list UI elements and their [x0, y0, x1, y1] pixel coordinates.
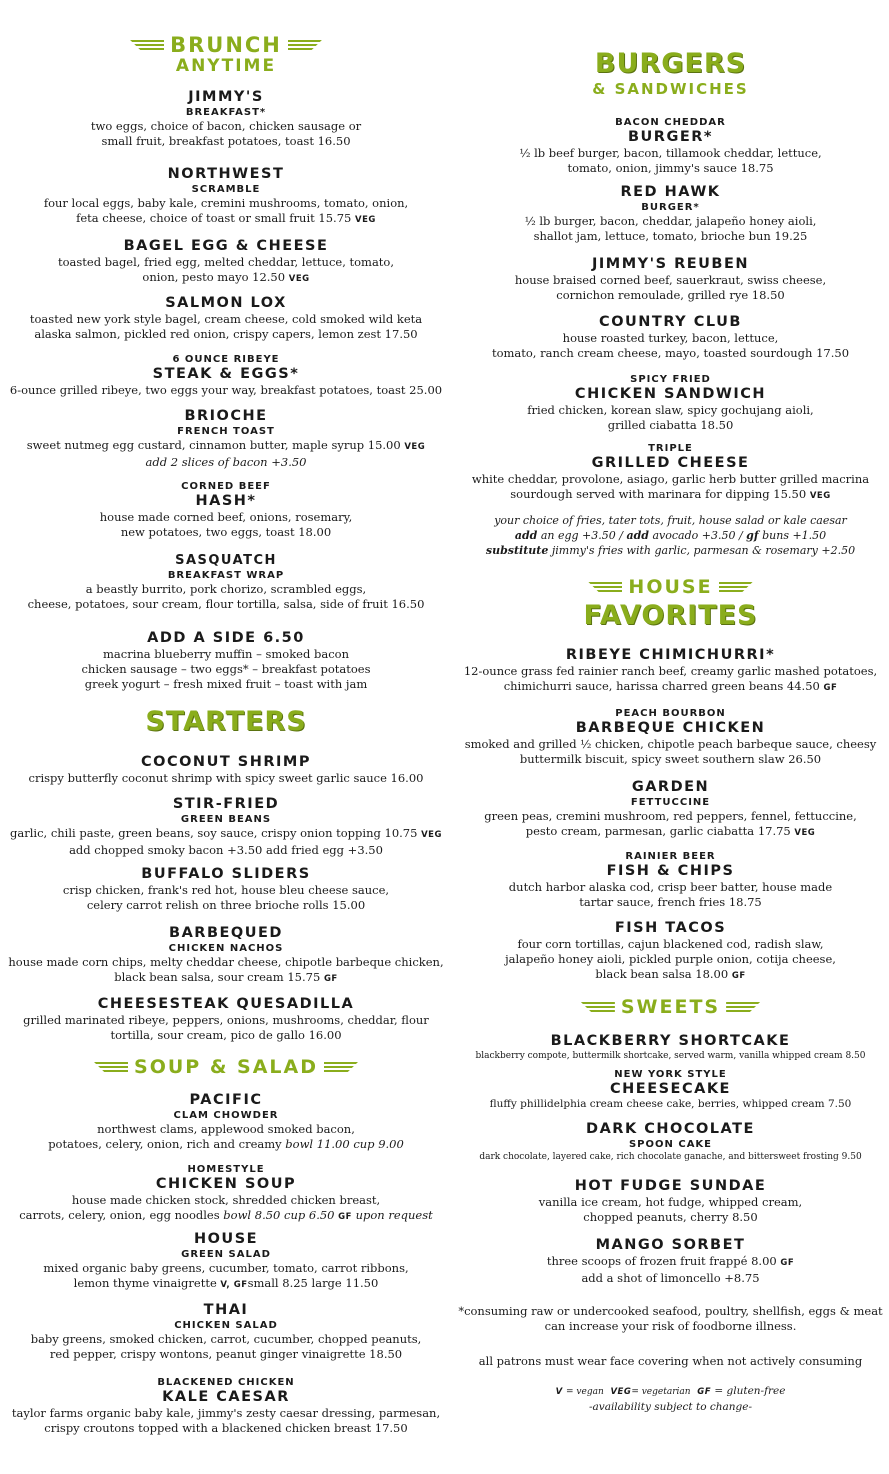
item-price: small 8.25 large 11.50: [247, 1276, 379, 1290]
vegan-badge: V: [555, 1387, 563, 1397]
wing-right-icon: [324, 1062, 358, 1072]
item-desc: green peas, cremini mushroom, red peppers, fennel, fettuccine,: [484, 809, 857, 823]
item-sub: FETTUCCINE: [630, 797, 711, 808]
legend-vegan-text: = vegan: [566, 1387, 604, 1397]
menu-item-bacon-cheddar-burger: [452, 116, 889, 176]
item-desc: northwest clams, applewood smoked bacon,: [97, 1122, 355, 1136]
house-favorites-header: [452, 576, 889, 632]
item-desc: fluffy phillidelphia cream cheese cake, berries, whipped cream 7.50: [489, 1098, 852, 1110]
menu-item-barbeque-chicken: [452, 707, 889, 767]
item-desc: blackberry compote, buttermilk shortcake, served warm, vanilla whipped cream 8.50: [475, 1051, 866, 1061]
item-sub: SCRAMBLE: [191, 184, 261, 195]
item-name: BARBEQUED: [169, 925, 283, 941]
item-name: COUNTRY CLUB: [599, 314, 742, 330]
item-addon: add chopped smoky bacon +3.50 add fried egg +3.50: [69, 843, 383, 857]
veg-badge: VEG: [809, 491, 831, 501]
item-addon: add a shot of limoncello +8.75: [581, 1271, 760, 1285]
menu-item-kale-caesar: [0, 1376, 452, 1436]
sweets-header: [452, 996, 889, 1018]
menu-item-brioche-french-toast: [0, 408, 452, 470]
item-name: BURGER*: [627, 129, 714, 145]
item-desc: cheese, potatoes, sour cream, flour tortilla, salsa, side of fruit 16.50: [27, 597, 425, 611]
item-addon: add 2 slices of bacon +3.50: [145, 455, 307, 469]
veg-badge: VEG: [404, 442, 426, 452]
item-name: HOT FUDGE SUNDAE: [574, 1178, 767, 1194]
item-sub: CHICKEN SALAD: [174, 1320, 278, 1331]
item-desc: garlic, chili paste, green beans, soy sauce, crispy onion topping 10.75: [10, 826, 418, 840]
item-desc: crispy butterfly coconut shrimp with spicy sweet garlic sauce 16.00: [28, 771, 424, 785]
item-desc: smoked and grilled ½ chicken, chipotle peach barbeque sauce, cheesy: [464, 737, 877, 751]
menu-item-jimmys-breakfast: [0, 89, 452, 149]
brunch-header: [0, 34, 452, 76]
vegan-badge: V,: [220, 1280, 231, 1290]
item-desc-line: [452, 487, 889, 504]
item-desc: carrots, celery, onion, egg noodles: [19, 1208, 220, 1222]
item-desc: lemon thyme vinaigrette: [73, 1276, 217, 1290]
sides-note-line: your choice of fries, tater tots, fruit, house salad or kale caesar: [494, 514, 847, 527]
item-name: CHICKEN SANDWICH: [574, 386, 767, 402]
item-desc: grilled marinated ribeye, peppers, onions, mushrooms, cheddar, flour: [23, 1013, 429, 1027]
item-desc-line: [0, 1276, 452, 1293]
menu-item-add-a-side: [0, 630, 452, 692]
item-desc: black bean salsa, sour cream 15.75: [114, 970, 321, 984]
menu-item-cheesecake: [452, 1068, 889, 1111]
sides-note-substitute: [452, 543, 889, 558]
starters-title: STARTERS: [145, 706, 307, 737]
menu-item-corned-beef-hash: [0, 480, 452, 540]
menu-item-fish-tacos: [452, 920, 889, 984]
item-name: PACIFIC: [189, 1092, 263, 1108]
item-pre: HOMESTYLE: [187, 1164, 265, 1175]
item-desc: small fruit, breakfast potatoes, toast 16.50: [101, 134, 351, 148]
wing-right-icon: [719, 582, 753, 592]
item-desc: greek yogurt – fresh mixed fruit – toast with jam: [84, 677, 368, 691]
item-desc: celery carrot relish on three brioche rolls 15.00: [86, 898, 366, 912]
item-name: HOUSE: [193, 1231, 259, 1247]
burgers-subtitle: & SANDWICHES: [592, 80, 749, 98]
item-desc: tomato, ranch cream cheese, mayo, toasted sourdough 17.50: [491, 346, 850, 360]
item-desc: ½ lb beef burger, bacon, tillamook cheddar, lettuce,: [519, 146, 822, 160]
burgers-title: BURGERS: [594, 48, 747, 79]
item-desc: grilled ciabatta 18.50: [607, 418, 734, 432]
menu-item-fish-chips: [452, 850, 889, 910]
item-name: THAI: [203, 1302, 249, 1318]
favorites-title: FAVORITES: [583, 600, 758, 631]
item-desc: potatoes, celery, onion, rich and creamy: [48, 1137, 282, 1151]
item-name: KALE CAESAR: [162, 1389, 290, 1405]
item-desc: dutch harbor alaska cod, crisp beer batter, house made: [508, 880, 833, 894]
item-desc: buttermilk biscuit, spicy sweet southern slaw 26.50: [519, 752, 822, 766]
item-name: COCONUT SHRIMP: [141, 754, 311, 770]
item-desc: tortilla, sour cream, pico de gallo 16.00: [110, 1028, 342, 1042]
menu-item-jimmys-reuben: [452, 256, 889, 303]
item-sub: FRENCH TOAST: [177, 426, 275, 437]
item-desc: 6-ounce grilled ribeye, two eggs your way, breakfast potatoes, toast 25.00: [9, 383, 443, 397]
item-sub: BREAKFAST WRAP: [167, 570, 285, 581]
legend-gf-text: = gluten-free: [714, 1385, 786, 1397]
item-name: CHEESESTEAK QUESADILLA: [97, 996, 355, 1012]
item-desc: 12-ounce grass fed rainier ranch beef, creamy garlic mashed potatoes,: [463, 664, 878, 678]
menu-item-ribeye-chimichurri: [452, 647, 889, 696]
veg-badge: VEG: [610, 1387, 632, 1397]
menu-item-country-club: [452, 314, 889, 361]
veg-badge: VEG: [355, 215, 376, 225]
menu-item-chicken-sandwich: [452, 373, 889, 433]
menu-item-chicken-nachos: [0, 925, 452, 987]
item-pre: 6 OUNCE RIBEYE: [172, 354, 280, 365]
item-desc-line: [0, 438, 452, 455]
item-sub: CHICKEN NACHOS: [168, 943, 284, 954]
item-name: FISH & CHIPS: [606, 863, 735, 879]
menu-item-steak-eggs: [0, 353, 452, 398]
menu-item-bagel-egg-cheese: [0, 238, 452, 287]
wing-left-icon: [130, 40, 164, 50]
item-desc: tartar sauce, french fries 18.75: [579, 895, 762, 909]
item-name: BUFFALO SLIDERS: [141, 866, 311, 882]
item-name: MANGO SORBET: [595, 1237, 746, 1253]
item-desc: black bean salsa 18.00: [595, 967, 729, 981]
menu-item-thai-chicken-salad: [0, 1302, 452, 1362]
legend-veg-text: = vegetarian: [631, 1387, 691, 1397]
item-pre: PEACH BOURBON: [615, 708, 726, 719]
item-name: STIR-FRIED: [172, 796, 280, 812]
item-price: bowl 11.00 cup 9.00: [285, 1137, 404, 1151]
item-name: CHICKEN SOUP: [155, 1176, 297, 1192]
item-desc: cornichon remoulade, grilled rye 18.50: [556, 288, 785, 302]
menu-item-buffalo-sliders: [0, 866, 452, 913]
menu-item-blackberry-shortcake: [452, 1033, 889, 1063]
availability-note: -availability subject to change-: [588, 1401, 753, 1413]
gf-badge: GF: [323, 974, 338, 984]
item-desc: fried chicken, korean slaw, spicy gochujang aioli,: [527, 403, 814, 417]
item-name: RIBEYE CHIMICHURRI*: [565, 647, 776, 663]
menu-item-dark-chocolate-spoon-cake: [452, 1121, 889, 1164]
sweets-title: SWEETS: [620, 996, 721, 1018]
item-desc: tomato, onion, jimmy's sauce 18.75: [567, 161, 774, 175]
gf-badge: GF: [697, 1387, 712, 1397]
add-label: add: [514, 529, 538, 542]
item-desc: mixed organic baby greens, cucumber, tomato, carrot ribbons,: [43, 1261, 409, 1275]
item-name: RED HAWK: [620, 184, 721, 200]
sides-note-addons: [452, 528, 889, 543]
item-name: BAGEL EGG & CHEESE: [123, 238, 329, 254]
item-name: BRIOCHE: [184, 408, 268, 424]
dietary-legend: [452, 1384, 889, 1415]
item-desc: toasted bagel, fried egg, melted cheddar, lettuce, tomato,: [57, 255, 395, 269]
menu-item-chicken-soup: [0, 1163, 452, 1225]
wing-left-icon: [581, 1002, 615, 1012]
item-desc-line: [452, 824, 889, 841]
menu-item-mango-sorbet: [452, 1237, 889, 1286]
item-desc: feta cheese, choice of toast or small fruit 15.75: [76, 211, 352, 225]
item-name: FISH TACOS: [614, 920, 727, 936]
item-desc: chimichurri sauce, harissa charred green beans 44.50: [503, 679, 820, 693]
item-pre: NEW YORK STYLE: [614, 1069, 727, 1080]
item-sub: GREEN SALAD: [181, 1249, 271, 1260]
item-desc: alaska salmon, pickled red onion, crispy capers, lemon zest 17.50: [34, 327, 418, 341]
veg-badge: VEG: [794, 828, 816, 838]
item-name: DARK CHOCOLATE: [586, 1121, 755, 1137]
addon-avocado: avocado +3.50 /: [652, 529, 743, 542]
item-name: CHEESECAKE: [610, 1081, 731, 1097]
item-name: JIMMY'S: [188, 89, 264, 105]
item-desc-line: [452, 967, 889, 984]
substitute-text: jimmy's fries with garlic, parmesan & rosemary +2.50: [551, 544, 856, 557]
item-desc-line: [0, 826, 452, 843]
item-name: NORTHWEST: [167, 166, 285, 182]
item-pre: CORNED BEEF: [181, 481, 271, 492]
item-pre: SPICY FRIED: [630, 374, 711, 385]
soup-salad-header: [0, 1056, 452, 1078]
addon-buns: buns +1.50: [762, 529, 827, 542]
item-name: GARDEN: [631, 779, 710, 795]
wing-left-icon: [94, 1062, 128, 1072]
menu-item-hot-fudge-sundae: [452, 1178, 889, 1225]
item-name: STEAK & EGGS*: [152, 366, 300, 382]
item-pre: RAINIER BEER: [625, 851, 716, 862]
substitute-label: substitute: [485, 544, 549, 557]
wing-right-icon: [288, 40, 322, 50]
menu-item-coconut-shrimp: [0, 754, 452, 786]
item-pre: TRIPLE: [648, 443, 693, 454]
mask-notice: all patrons must wear face covering when not actively consuming: [478, 1354, 863, 1368]
item-name: HASH*: [195, 493, 257, 509]
veg-badge: VEG: [421, 830, 442, 840]
item-desc: house made corn chips, melty cheddar cheese, chipotle barbeque chicken,: [8, 955, 444, 969]
item-sub: BREAKFAST*: [185, 107, 267, 118]
item-desc: house braised corned beef, sauerkraut, swiss cheese,: [514, 273, 827, 287]
item-desc: two eggs, choice of bacon, chicken sausage or: [90, 119, 362, 133]
menu-item-northwest-scramble: [0, 166, 452, 228]
house-title: HOUSE: [628, 576, 713, 598]
item-pre: BLACKENED CHICKEN: [157, 1377, 295, 1388]
warning-line: *consuming raw or undercooked seafood, poultry, shellfish, eggs & meat: [458, 1304, 883, 1318]
add-label: add: [626, 529, 649, 542]
item-desc: baby greens, smoked chicken, carrot, cucumber, chopped peanuts,: [30, 1332, 422, 1346]
menu-item-stir-fried-green-beans: [0, 796, 452, 858]
legend-line: [452, 1384, 889, 1400]
veg-badge: VEG: [288, 274, 310, 284]
warning-line: can increase your risk of foodborne illness.: [544, 1319, 797, 1333]
item-desc: house made chicken stock, shredded chicken breast,: [71, 1193, 381, 1207]
menu-item-house-green-salad: [0, 1231, 452, 1293]
item-desc-line: [452, 1254, 889, 1271]
wing-right-icon: [726, 1002, 760, 1012]
gf-badge: GF: [780, 1258, 795, 1268]
brunch-subtitle: ANYTIME: [175, 56, 277, 76]
addon-egg: an egg +3.50 /: [540, 529, 623, 542]
item-desc: dark chocolate, layered cake, rich chocolate ganache, and bittersweet frosting 9.50: [479, 1152, 862, 1162]
item-desc: house made corned beef, onions, rosemary,: [99, 510, 353, 524]
item-desc: vanilla ice cream, hot fudge, whipped cream,: [538, 1195, 803, 1209]
item-sub: SPOON CAKE: [628, 1139, 713, 1150]
sides-note: [452, 513, 889, 558]
item-desc-line: [452, 679, 889, 696]
item-desc-line: [0, 211, 452, 228]
item-desc: a beastly burrito, pork chorizo, scrambled eggs,: [85, 582, 367, 596]
item-desc: taylor farms organic baby kale, jimmy's zesty caesar dressing, parmesan,: [11, 1406, 441, 1420]
item-desc-line: [0, 1208, 452, 1225]
item-desc: new potatoes, two eggs, toast 18.00: [120, 525, 332, 539]
item-name: BLACKBERRY SHORTCAKE: [550, 1033, 791, 1049]
item-pre: BACON CHEDDAR: [615, 117, 726, 128]
item-desc: shallot jam, lettuce, tomato, brioche bun 19.25: [533, 229, 808, 243]
item-desc: macrina blueberry muffin – smoked bacon: [103, 647, 349, 661]
item-price: bowl 8.50 cup 6.50: [223, 1208, 335, 1222]
item-sub: BURGER*: [641, 202, 700, 213]
item-sub: CLAM CHOWDER: [173, 1110, 279, 1121]
item-desc: toasted new york style bagel, cream cheese, cold smoked wild keta: [29, 312, 423, 326]
foodborne-warning: [452, 1304, 889, 1334]
item-desc: sweet nutmeg egg custard, cinnamon butter, maple syrup 15.00: [26, 438, 401, 452]
item-desc: chopped peanuts, cherry 8.50: [583, 1210, 758, 1224]
item-name: SASQUATCH: [175, 553, 277, 568]
item-name: SALMON LOX: [165, 295, 287, 311]
gf-label: gf: [746, 529, 759, 542]
item-desc: white cheddar, provolone, asiago, garlic herb butter grilled macrina: [471, 472, 870, 486]
item-desc: crispy croutons topped with a blackened chicken breast 17.50: [44, 1421, 408, 1435]
item-desc: red pepper, crispy wontons, peanut ginger vinaigrette 18.50: [49, 1347, 403, 1361]
menu-item-sasquatch: [0, 552, 452, 612]
menu-item-red-hawk-burger: [452, 184, 889, 244]
menu-item-salmon-lox: [0, 295, 452, 342]
soup-salad-title: SOUP & SALAD: [134, 1056, 318, 1078]
item-desc: jalapeño honey aioli, pickled purple onion, cotija cheese,: [505, 952, 836, 966]
item-name: ADD A SIDE 6.50: [147, 630, 305, 646]
item-desc: three scoops of frozen fruit frappé 8.00: [546, 1254, 777, 1268]
item-desc-line: [0, 270, 452, 287]
item-note: upon request: [355, 1208, 433, 1222]
menu-item-cheesesteak-quesadilla: [0, 996, 452, 1043]
menu-item-grilled-cheese: [452, 442, 889, 504]
gf-badge: GF: [233, 1280, 248, 1290]
item-name: JIMMY'S REUBEN: [591, 256, 749, 272]
gf-badge: GF: [731, 971, 746, 981]
item-desc: pesto cream, parmesan, garlic ciabatta 17.75: [525, 824, 791, 838]
item-desc: crisp chicken, frank's red hot, house bleu cheese sauce,: [62, 883, 390, 897]
item-desc-line: [0, 970, 452, 987]
burgers-header: [452, 48, 889, 98]
item-name: BARBEQUE CHICKEN: [575, 720, 766, 736]
item-desc: ½ lb burger, bacon, cheddar, jalapeño honey aioli,: [524, 214, 817, 228]
item-sub: GREEN BEANS: [180, 814, 272, 825]
item-desc: four corn tortillas, cajun blackened cod, radish slaw,: [517, 937, 824, 951]
item-name: GRILLED CHEESE: [591, 455, 750, 471]
menu-item-clam-chowder: [0, 1092, 452, 1152]
menu-item-garden-fettuccine: [452, 779, 889, 841]
item-desc: onion, pesto mayo 12.50: [142, 270, 286, 284]
gf-badge: GF: [338, 1212, 352, 1222]
item-desc-line: [0, 1137, 452, 1152]
item-desc: house roasted turkey, bacon, lettuce,: [562, 331, 779, 345]
item-desc: sourdough served with marinara for dipping 15.50: [510, 487, 807, 501]
item-desc: chicken sausage – two eggs* – breakfast potatoes: [81, 662, 371, 676]
wing-left-icon: [588, 582, 622, 592]
item-desc: four local eggs, baby kale, cremini mushrooms, tomato, onion,: [43, 196, 409, 210]
gf-badge: GF: [823, 683, 838, 693]
brunch-title: BRUNCH: [170, 33, 282, 57]
